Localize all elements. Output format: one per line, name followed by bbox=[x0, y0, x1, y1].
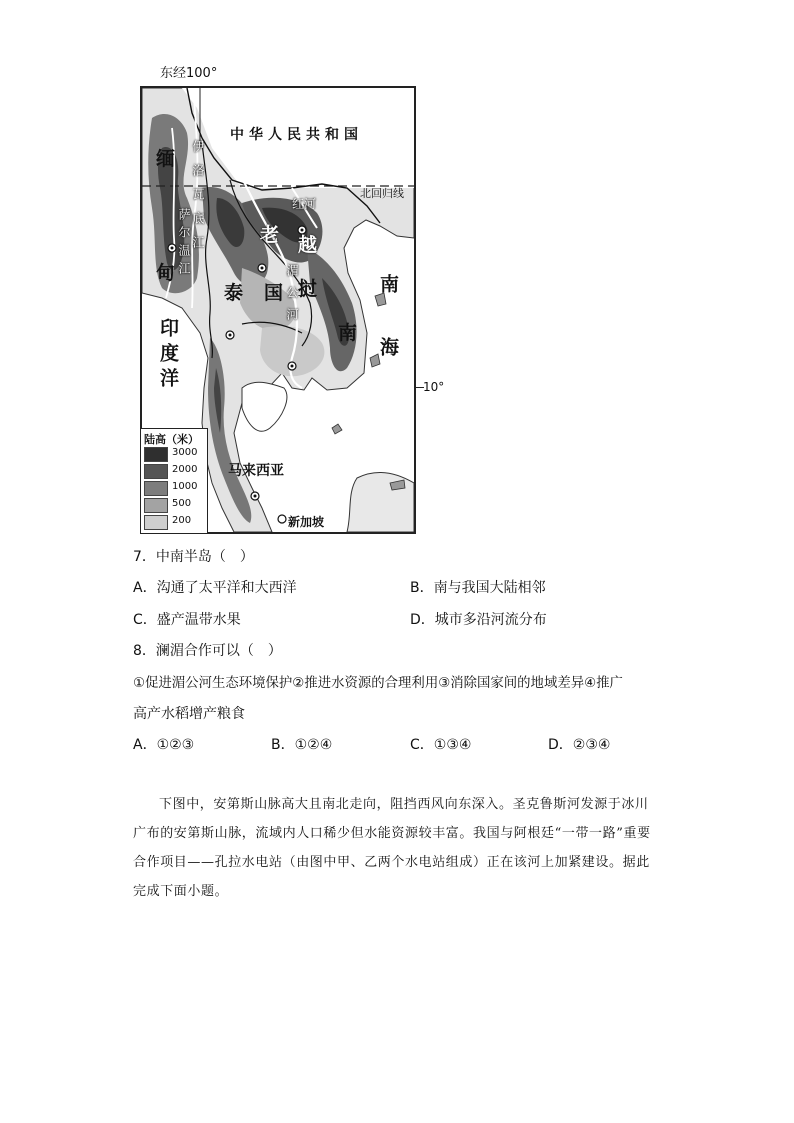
q7-option-c[interactable]: C．盛产温带水果 bbox=[133, 612, 241, 628]
q7-option-b[interactable]: B．南与我国大陆相邻 bbox=[410, 580, 546, 596]
label-red-river: 红河 bbox=[292, 197, 317, 211]
label-myanmar-top: 缅 bbox=[156, 148, 176, 170]
legend-value: 500 bbox=[172, 498, 192, 509]
q8-stem: 8．澜湄合作可以（ ） bbox=[133, 643, 282, 659]
legend-value: 200 bbox=[172, 515, 192, 526]
elevation-legend bbox=[140, 428, 208, 534]
label-tropic: 北回归线 bbox=[360, 187, 404, 200]
q7-option-a[interactable]: A．沟通了太平洋和大西洋 bbox=[133, 580, 297, 596]
label-irrawaddy: 伊洛瓦底江 bbox=[191, 140, 205, 260]
label-china: 中华人民共和国 bbox=[230, 127, 363, 143]
q8-option-b[interactable]: B．①②④ bbox=[271, 737, 333, 753]
legend-value: 3000 bbox=[172, 447, 198, 458]
label-singapore: 新加坡 bbox=[288, 515, 325, 529]
label-salween: 萨尔温江 bbox=[177, 208, 191, 280]
legend-swatch-500 bbox=[144, 498, 168, 513]
label-vietnam-2: 南 bbox=[338, 322, 358, 344]
legend-swatch-1000 bbox=[144, 481, 168, 496]
q7-option-d[interactable]: D．城市多沿河流分布 bbox=[410, 612, 547, 628]
label-thailand-1: 泰 bbox=[224, 282, 244, 304]
q8-option-d[interactable]: D．②③④ bbox=[548, 737, 611, 753]
label-mekong: 湄公河 bbox=[285, 264, 299, 330]
label-thailand-2: 国 bbox=[264, 282, 284, 304]
city-singapore bbox=[278, 515, 286, 523]
q8-statements-line2: 高产水稻增产粮食 bbox=[133, 706, 245, 722]
label-malaysia: 马来西亚 bbox=[228, 463, 284, 479]
lat10-label: 10° bbox=[423, 380, 445, 394]
meridian-label: 东经100° bbox=[160, 66, 218, 81]
label-south-china-sea: 南海 bbox=[377, 274, 399, 400]
legend-value: 1000 bbox=[172, 481, 198, 492]
legend-swatch-2000 bbox=[144, 464, 168, 479]
q7-stem: 7．中南半岛（ ） bbox=[133, 549, 254, 565]
q8-statements-line1: ①促进湄公河生态环境保护②推进水资源的合理利用③消除国家间的地域差异④推广 bbox=[133, 676, 623, 691]
q8-option-c[interactable]: C．①③④ bbox=[410, 737, 472, 753]
label-indian-ocean: 印度洋 bbox=[157, 318, 179, 393]
label-vietnam-1: 越 bbox=[298, 234, 318, 256]
legend-swatch-200 bbox=[144, 515, 168, 530]
reading-passage: 下图中，安第斯山脉高大且南北走向，阻挡西风向东深入。圣克鲁斯河发源于冰川广布的安第斯山脉，流域内人口稀少但水能资源较丰富。我国与阿根廷“一带一路”重要合作项目——孔拉水电站（由图中甲、乙两个水电站组成）正在该河上加紧建设。据此完成下面小题。 bbox=[133, 797, 651, 899]
label-laos-2: 挝 bbox=[298, 278, 318, 300]
legend-swatch-3000 bbox=[144, 447, 168, 462]
label-myanmar-bottom: 甸 bbox=[156, 262, 176, 284]
label-laos-1: 老 bbox=[260, 224, 280, 246]
legend-value: 2000 bbox=[172, 464, 198, 475]
q8-option-a[interactable]: A．①②③ bbox=[133, 737, 195, 753]
legend-title: 陆高（米） bbox=[144, 433, 199, 446]
